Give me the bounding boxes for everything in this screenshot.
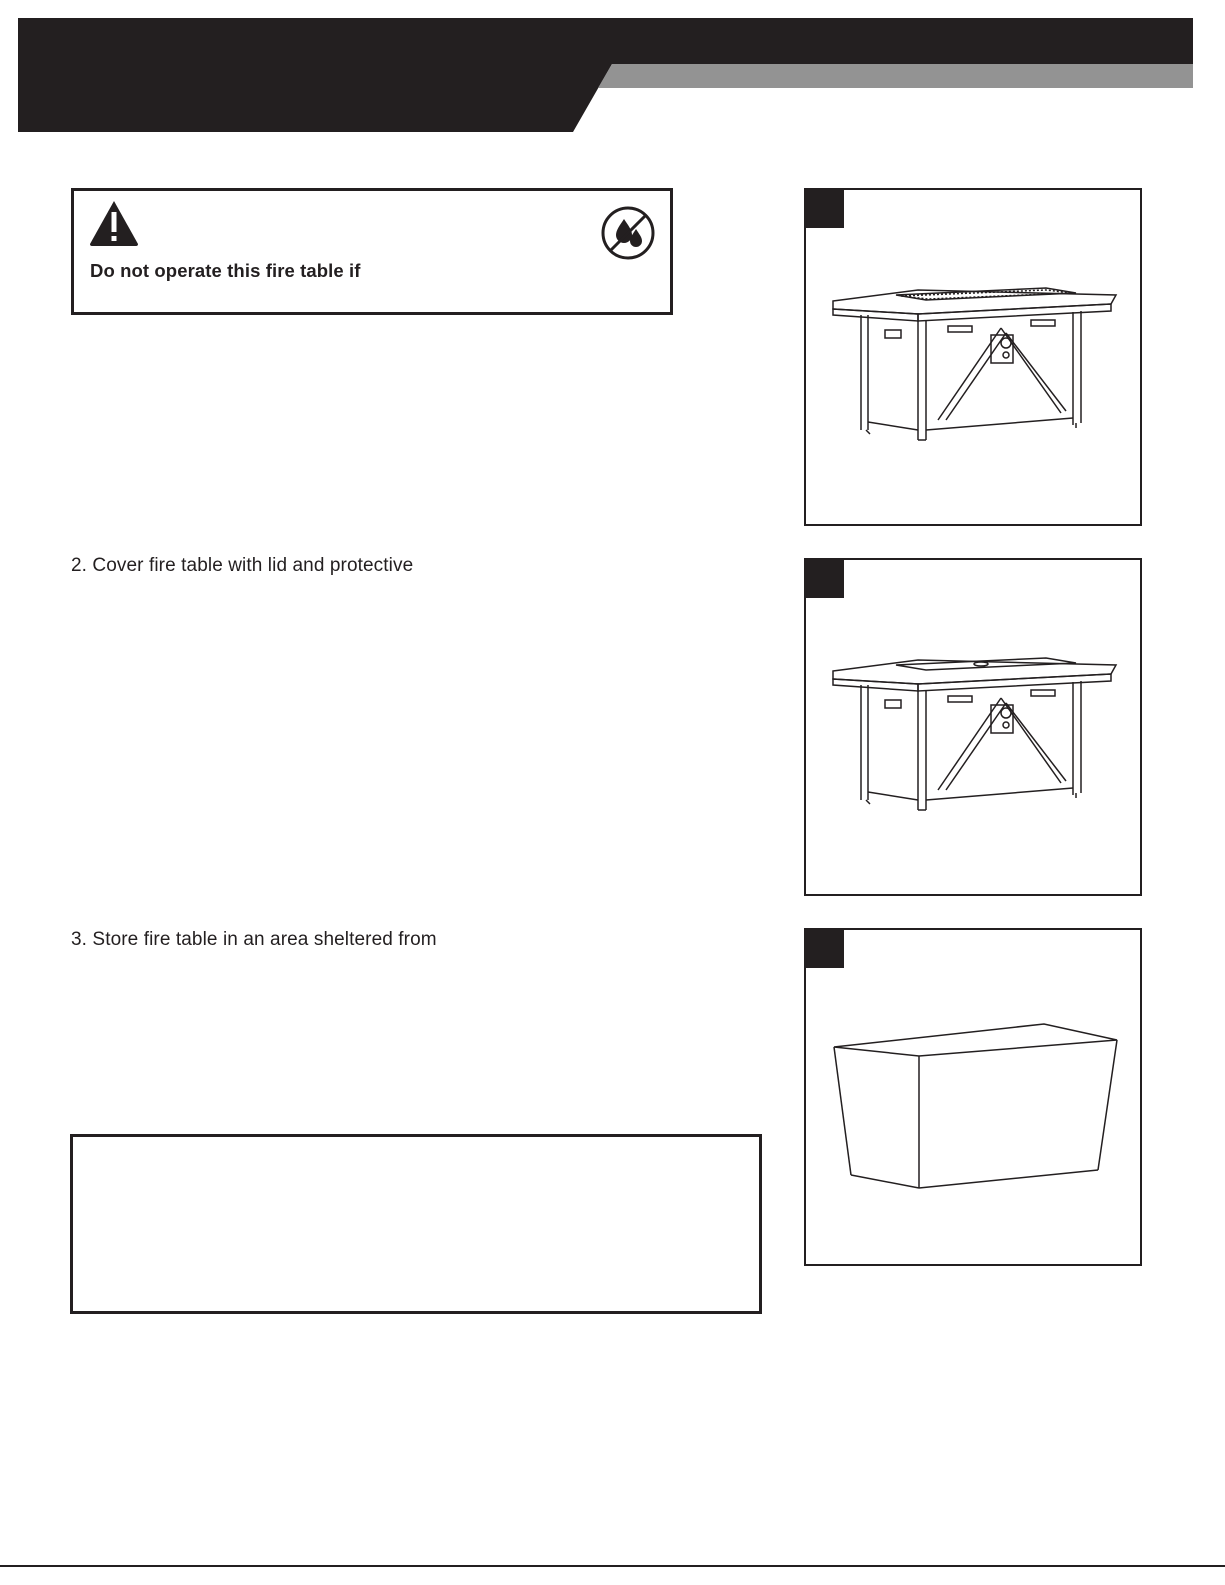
warning-box [71,188,673,315]
figure-3-panel [804,928,1142,1266]
note-box [70,1134,762,1314]
no-liquid-icon [600,205,656,261]
fire-table-uncovered-illustration [806,190,1140,524]
step-2-text: 2. Cover fire table with lid and protective [71,555,414,576]
warning-triangle-icon [89,200,139,246]
fire-table-with-lid-illustration [806,560,1140,894]
step-3-text: 3. Store fire table in an area sheltered from [71,929,437,950]
figure-2-panel [804,558,1142,896]
bottom-rule [0,1565,1225,1567]
header-banner [0,0,1225,140]
figure-1-panel [804,188,1142,526]
warning-text: Do not operate this fire table if [90,260,361,281]
fire-table-with-cover-illustration [806,930,1140,1264]
